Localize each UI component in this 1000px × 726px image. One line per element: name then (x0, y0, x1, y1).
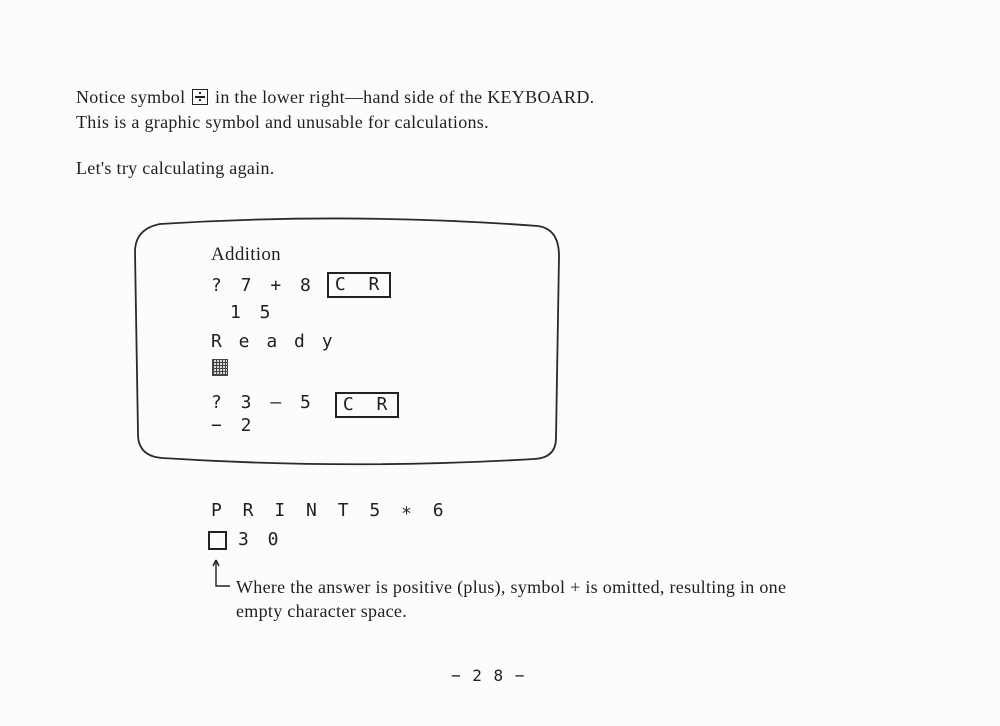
pointer-arrow-icon (208, 556, 238, 592)
screen-input-2 (211, 386, 399, 418)
intro-line-2: This is a graphic symbol and unusable for calculations. (76, 112, 489, 132)
input-expression-2: ? 3 — 5 (211, 391, 315, 413)
empty-space-box-icon (208, 531, 227, 550)
screen-result-1: 1 5 (230, 302, 275, 323)
intro-line-1-end: in the lower right—hand side of the KEYBOARD. (215, 87, 595, 107)
page-number: − 2 8 − (451, 666, 526, 685)
note-line-2: empty character space. (236, 601, 407, 621)
note-line-1: Where the answer is positive (plus), symbol + is omitted, resulting in one (236, 577, 787, 597)
print-command: P R I N T 5 ∗ 6 (211, 500, 449, 521)
screen-ready: R e a d y (211, 331, 336, 352)
input-expression-1: ? 7 + 8 (211, 274, 315, 296)
cr-key-2: C R (335, 392, 400, 418)
screen-heading: Addition (211, 244, 281, 265)
screen-input-1 (211, 272, 391, 298)
intro-line-3: Let's try calculating again. (76, 158, 275, 178)
cr-key-1: C R (327, 272, 392, 298)
screen-result-2: − 2 (211, 415, 256, 436)
print-result: 3 0 (238, 529, 283, 550)
cursor-block-icon (212, 359, 228, 376)
intro-line-1-start: Notice symbol (76, 87, 186, 107)
